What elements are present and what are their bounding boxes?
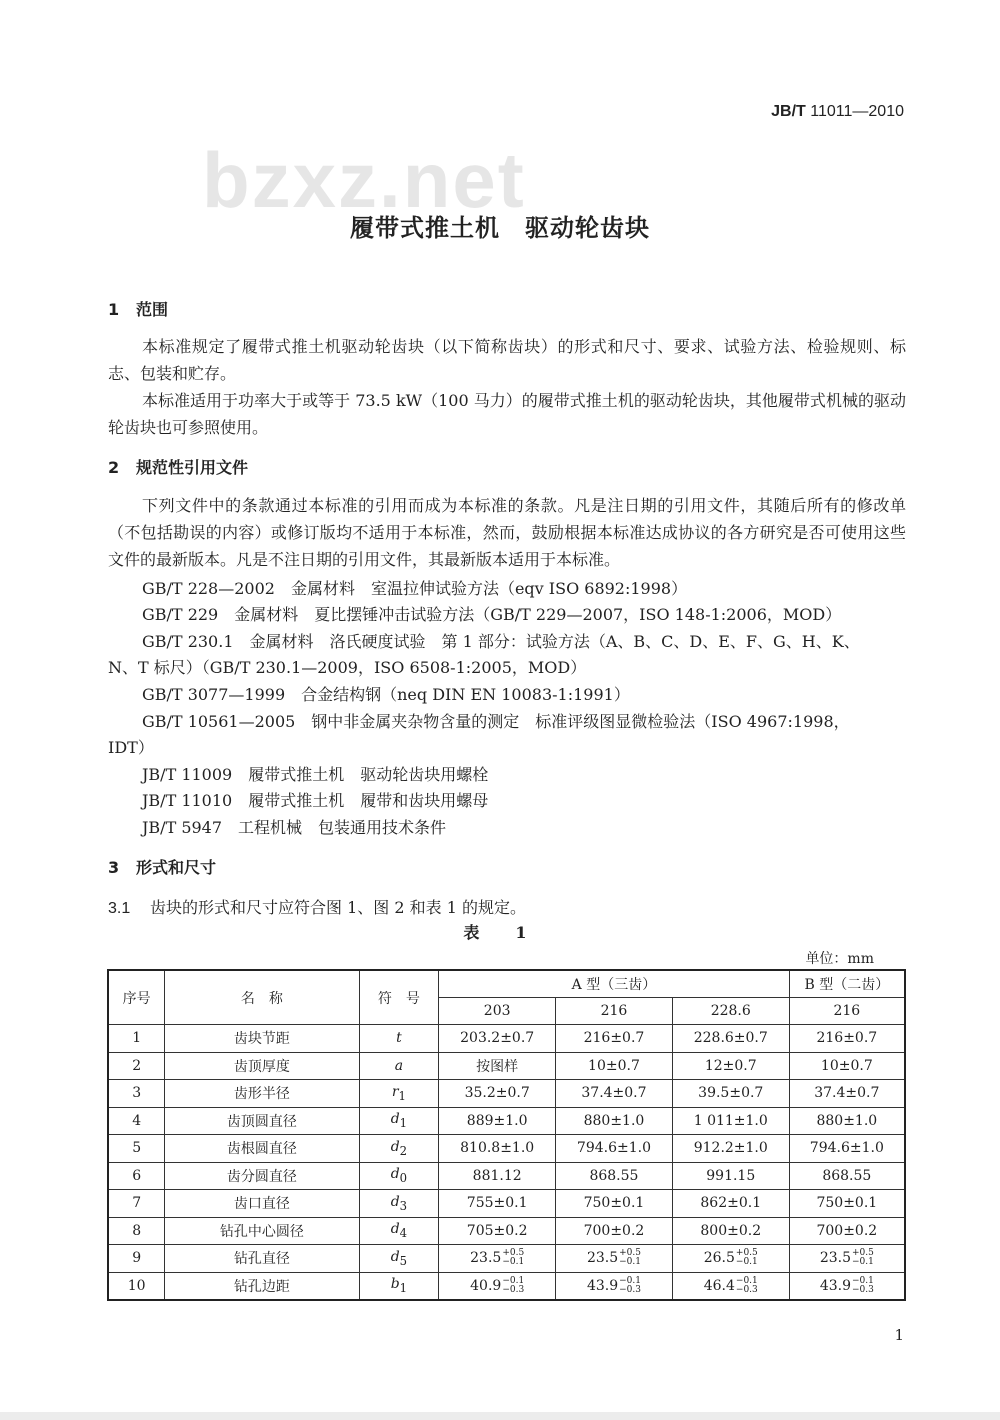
reference-item-continued: IDT） [108, 738, 154, 757]
clause-3-1 [108, 895, 526, 918]
cell-name: 齿顶厚度 [165, 1052, 359, 1080]
cell-value: 12±0.7 [672, 1052, 789, 1080]
cell-name: 齿分圆直径 [165, 1162, 359, 1190]
symbol-letter: d [390, 1166, 400, 1183]
cell-value: 39.5±0.7 [672, 1080, 789, 1108]
tolerance-limits [852, 1249, 874, 1267]
cell-value: 700±0.2 [556, 1217, 673, 1245]
cell-symbol [359, 1025, 439, 1053]
section-1-paragraph-1: 本标准规定了履带式推土机驱动轮齿块（以下简称齿块）的形式和尺寸、要求、试验方法、检验规则、标志、包装和贮存。 [108, 337, 906, 383]
reference-item: GB/T 3077—1999 合金结构钢（neq DIN EN 10083-1:1991） [142, 685, 630, 704]
tolerance-base: 43.9 [586, 1277, 619, 1294]
symbol-subscript: 5 [399, 1253, 408, 1268]
cell-value: 868.55 [556, 1162, 673, 1190]
cell-value-tolerance [556, 1245, 673, 1273]
cell-name: 齿根圆直径 [165, 1135, 359, 1163]
cell-index: 7 [108, 1190, 165, 1218]
cell-value: 228.6±0.7 [672, 1025, 789, 1053]
cell-value: 868.55 [789, 1162, 905, 1190]
table-row [108, 1272, 905, 1300]
table-row [108, 1052, 905, 1080]
tolerance-base: 43.9 [819, 1277, 851, 1294]
tolerance-upper: −0.1 [851, 1275, 874, 1286]
cell-name: 齿块节距 [165, 1025, 359, 1053]
table-row [108, 1162, 905, 1190]
cell-value: 794.6±1.0 [789, 1135, 905, 1163]
page-bottom-edge [0, 1412, 1000, 1420]
table-row [108, 1217, 905, 1245]
header-index: 序号 [108, 970, 165, 1025]
symbol-letter: d [390, 1111, 400, 1128]
tolerance-upper: +0.5 [735, 1248, 758, 1259]
cell-value: 881.12 [439, 1162, 556, 1190]
symbol-subscript: 1 [399, 1280, 408, 1295]
reference-item-continued: N、T 标尺）（GB/T 230.1—2009，ISO 6508-1:2005，MOD） [108, 658, 587, 677]
tolerance-lower: −0.3 [735, 1284, 758, 1295]
tolerance-base: 23.5 [470, 1250, 502, 1267]
cell-symbol [359, 1217, 439, 1245]
reference-item: GB/T 230.1 金属材料 洛氏硬度试验 第 1 部分：试验方法（A、B、C、D、E、F、G、H、K、 [142, 632, 860, 651]
tolerance-lower: −0.3 [619, 1284, 641, 1295]
cell-value: 750±0.1 [556, 1190, 673, 1218]
cell-value: 705±0.2 [439, 1217, 556, 1245]
table-row [108, 1107, 905, 1135]
tolerance-upper: +0.5 [619, 1248, 641, 1259]
cell-index: 6 [108, 1162, 165, 1190]
cell-value-tolerance [672, 1245, 789, 1273]
section-1-heading [108, 297, 168, 320]
symbol-subscript: 4 [399, 1226, 408, 1241]
tolerance-lower: −0.1 [619, 1257, 641, 1268]
cell-value: 800±0.2 [672, 1217, 789, 1245]
watermark: bzxz.net [202, 136, 526, 224]
symbol-letter: b [390, 1276, 400, 1293]
cell-value-tolerance [789, 1272, 905, 1300]
header-symbol: 符 号 [359, 970, 439, 1025]
cell-name: 齿顶圆直径 [165, 1107, 359, 1135]
cell-value-tolerance [789, 1245, 905, 1273]
tolerance-upper: −0.1 [502, 1275, 525, 1286]
section-number: 2 [108, 458, 120, 477]
cell-index: 10 [108, 1272, 165, 1300]
clause-text: 齿块的形式和尺寸应符合图 1、图 2 和表 1 的规定。 [150, 898, 526, 917]
section-2-intro: 下列文件中的条款通过本标准的引用而成为本标准的条款。凡是注日期的引用文件，其随后所有的修改单（不包括勘误的内容）或修订版均不适用于本标准，然而，鼓励根据本标准达成协议的各方研究是否可使用这些文件的最新版本。凡是不注日期的引用文件，其最新版本适用于本标准。 [108, 496, 906, 569]
symbol-subscript: 2 [399, 1143, 408, 1158]
dimensions-table [107, 969, 906, 1301]
cell-symbol [359, 1080, 439, 1108]
section-number: 1 [108, 300, 120, 319]
tolerance-limits [852, 1277, 874, 1295]
cell-index: 1 [108, 1025, 165, 1053]
page-number: 1 [894, 1326, 904, 1344]
table-row [108, 1135, 905, 1163]
cell-name: 钻孔中心圆径 [165, 1217, 359, 1245]
tolerance-lower: −0.1 [735, 1257, 758, 1268]
cell-value: 862±0.1 [672, 1190, 789, 1218]
document-title: 履带式推土机 驱动轮齿块 [350, 214, 650, 242]
tolerance-lower: −0.1 [851, 1257, 874, 1268]
section-2-heading [108, 455, 248, 478]
symbol-letter: d [390, 1193, 400, 1210]
tolerance-upper: +0.5 [502, 1248, 525, 1259]
tolerance-limits [619, 1277, 641, 1295]
cell-value: 755±0.1 [439, 1190, 556, 1218]
header-size: 228.6 [672, 998, 789, 1025]
section-3-heading [108, 855, 216, 878]
cell-symbol [359, 1162, 439, 1190]
symbol-subscript: 1 [399, 1116, 408, 1131]
section-title: 范围 [136, 300, 169, 319]
cell-name: 齿口直径 [165, 1190, 359, 1218]
table-row [108, 1245, 905, 1273]
section-1-paragraph-2: 本标准适用于功率大于或等于 73.5 kW（100 马力）的履带式推土机的驱动轮齿块，其他履带式机械的驱动轮齿块也可参照使用。 [108, 391, 906, 437]
header-type-a: A 型（三齿） [439, 970, 789, 998]
cell-index: 8 [108, 1217, 165, 1245]
tolerance-lower: −0.3 [502, 1284, 525, 1295]
tolerance-limits [502, 1277, 524, 1295]
tolerance-base: 46.4 [703, 1277, 735, 1294]
header-name: 名 称 [165, 970, 359, 1025]
cell-value: 912.2±1.0 [672, 1135, 789, 1163]
tolerance-upper: −0.1 [619, 1275, 641, 1286]
section-number: 3 [108, 858, 120, 877]
symbol-subscript: 1 [398, 1088, 406, 1103]
cell-value-tolerance [439, 1272, 556, 1300]
reference-item: GB/T 10561—2005 钢中非金属夹杂物含量的测定 标准评级图显微检验法（ISO 4967:1998， [142, 712, 850, 731]
cell-symbol [359, 1245, 439, 1273]
table-row [108, 1025, 905, 1053]
section-title: 形式和尺寸 [136, 858, 217, 877]
symbol-subscript: 3 [399, 1198, 408, 1213]
cell-value: 37.4±0.7 [789, 1080, 905, 1108]
symbol-subscript: 0 [399, 1171, 408, 1186]
cell-index: 2 [108, 1052, 165, 1080]
cell-symbol [359, 1052, 439, 1080]
cell-value-tolerance [439, 1245, 556, 1273]
symbol-letter: d [390, 1138, 400, 1155]
cell-value: 1 011±1.0 [672, 1107, 789, 1135]
cell-index: 9 [108, 1245, 165, 1273]
cell-value: 按图样 [439, 1052, 556, 1080]
tolerance-lower: −0.1 [502, 1257, 525, 1268]
symbol-letter: d [390, 1221, 400, 1238]
standard-code [771, 103, 904, 121]
cell-value: 880±1.0 [789, 1107, 905, 1135]
reference-item: JB/T 5947 工程机械 包装通用技术条件 [142, 818, 447, 837]
tolerance-upper: +0.5 [851, 1248, 874, 1259]
cell-value: 810.8±1.0 [439, 1135, 556, 1163]
tolerance-limits [736, 1249, 758, 1267]
table-caption: 表 1 [463, 923, 537, 942]
tolerance-base: 23.5 [819, 1250, 851, 1267]
cell-value: 889±1.0 [439, 1107, 556, 1135]
cell-index: 4 [108, 1107, 165, 1135]
reference-item: JB/T 11010 履带式推土机 履带和齿块用螺母 [142, 791, 489, 810]
cell-value: 216±0.7 [789, 1025, 905, 1053]
tolerance-limits [502, 1249, 524, 1267]
header-size: 203 [439, 998, 556, 1025]
cell-symbol [359, 1135, 439, 1163]
cell-value: 700±0.2 [789, 1217, 905, 1245]
tolerance-limits [619, 1249, 641, 1267]
header-size: 216 [556, 998, 673, 1025]
symbol-letter: d [390, 1248, 400, 1265]
cell-value: 10±0.7 [789, 1052, 905, 1080]
cell-symbol [359, 1107, 439, 1135]
symbol-letter: r [391, 1083, 399, 1100]
cell-value: 991.15 [672, 1162, 789, 1190]
reference-item: GB/T 229 金属材料 夏比摆锤冲击试验方法（GB/T 229—2007，ISO 148-1:2006，MOD） [142, 605, 842, 624]
tolerance-upper: −0.1 [735, 1275, 758, 1286]
clause-number: 3.1 [108, 900, 131, 917]
tolerance-limits [736, 1277, 758, 1295]
reference-item: JB/T 11009 履带式推土机 驱动轮齿块用螺栓 [142, 765, 489, 784]
section-title: 规范性引用文件 [136, 458, 249, 477]
cell-name: 钻孔边距 [165, 1272, 359, 1300]
cell-value: 37.4±0.7 [556, 1080, 673, 1108]
cell-symbol [359, 1190, 439, 1218]
symbol-letter: a [394, 1057, 404, 1074]
standard-prefix: JB/T [771, 103, 806, 120]
table-row [108, 1190, 905, 1218]
tolerance-base: 23.5 [586, 1250, 619, 1267]
cell-name: 齿形半径 [165, 1080, 359, 1108]
header-size: 216 [789, 998, 905, 1025]
cell-value: 35.2±0.7 [439, 1080, 556, 1108]
cell-name: 钻孔直径 [165, 1245, 359, 1273]
cell-value-tolerance [556, 1272, 673, 1300]
symbol-letter: t [396, 1030, 402, 1047]
cell-symbol [359, 1272, 439, 1300]
header-type-b: B 型（二齿） [789, 970, 905, 998]
table-row [108, 1080, 905, 1108]
tolerance-lower: −0.3 [851, 1284, 874, 1295]
cell-value: 794.6±1.0 [556, 1135, 673, 1163]
cell-value: 216±0.7 [556, 1025, 673, 1053]
tolerance-base: 26.5 [703, 1250, 735, 1267]
standard-number: 11011—2010 [810, 103, 904, 120]
cell-value: 750±0.1 [789, 1190, 905, 1218]
cell-value-tolerance [672, 1272, 789, 1300]
cell-value: 203.2±0.7 [439, 1025, 556, 1053]
cell-index: 5 [108, 1135, 165, 1163]
cell-value: 880±1.0 [556, 1107, 673, 1135]
cell-value: 10±0.7 [556, 1052, 673, 1080]
table-unit: 单位：mm [805, 951, 874, 967]
reference-item: GB/T 228—2002 金属材料 室温拉伸试验方法（eqv ISO 6892:1998） [142, 579, 688, 598]
cell-index: 3 [108, 1080, 165, 1108]
tolerance-base: 40.9 [470, 1277, 502, 1294]
